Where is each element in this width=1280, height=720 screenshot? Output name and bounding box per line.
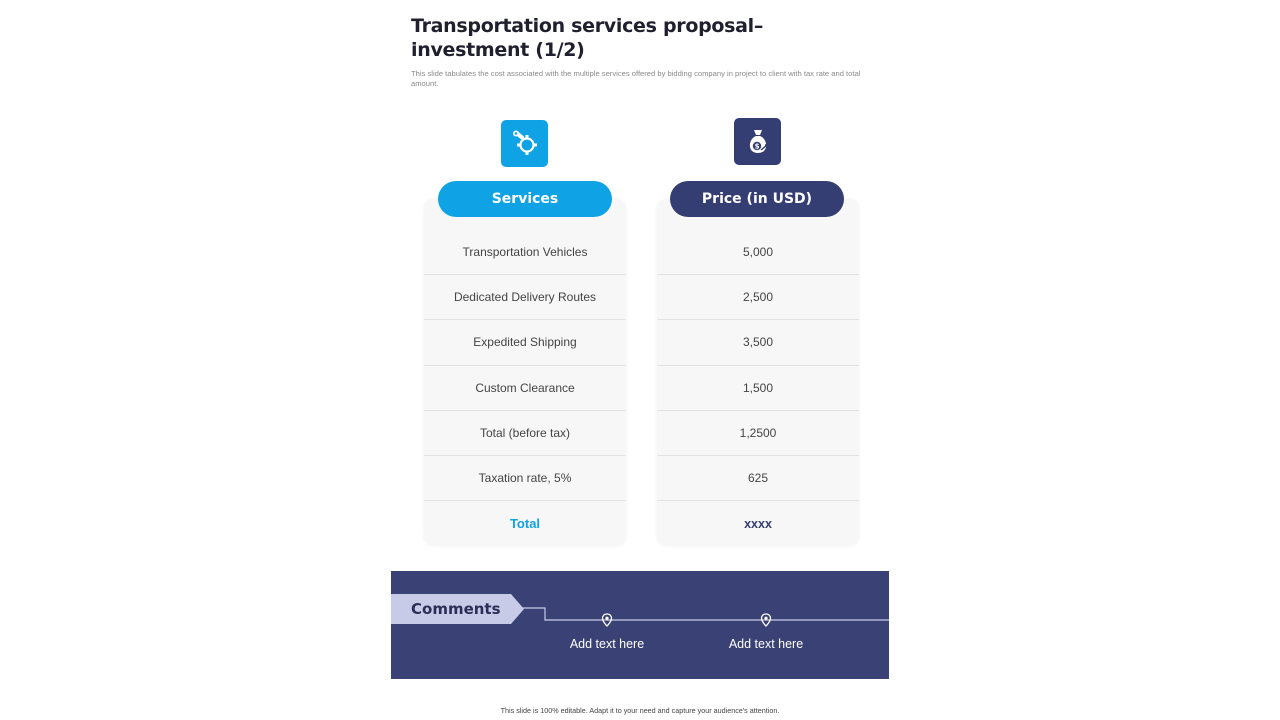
price-cell: 2,500 <box>657 275 859 320</box>
service-cell: Taxation rate, 5% <box>424 456 626 501</box>
page-subtitle: This slide tabulates the cost associated with the multiple services offered by bidding company in project to client with tax rate and total amount. <box>411 69 861 88</box>
price-list <box>657 230 859 546</box>
services-header-pill: Services <box>438 181 612 217</box>
page-title: Transportation services proposal– investment (1/2) <box>411 15 764 61</box>
service-cell: Expedited Shipping <box>424 320 626 365</box>
comments-label: Comments <box>411 600 501 618</box>
price-cell: 625 <box>657 456 859 501</box>
location-pin-icon <box>760 613 772 627</box>
wrench-gear-icon <box>501 120 548 167</box>
service-cell: Dedicated Delivery Routes <box>424 275 626 320</box>
svg-text:$: $ <box>754 142 759 151</box>
slide-page <box>390 0 890 720</box>
total-value: xxxx <box>744 516 772 531</box>
comments-band <box>391 571 889 679</box>
comment-text[interactable]: Add text here <box>728 637 804 651</box>
price-header-pill: Price (in USD) <box>670 181 844 217</box>
price-cell: 5,000 <box>657 230 859 275</box>
price-cell: 3,500 <box>657 320 859 365</box>
service-cell: Transportation Vehicles <box>424 230 626 275</box>
service-cell: Total (before tax) <box>424 411 626 456</box>
comments-timeline <box>511 606 889 626</box>
price-cell: 1,500 <box>657 366 859 411</box>
service-cell: Custom Clearance <box>424 366 626 411</box>
footer-note: This slide is 100% editable. Adapt it to your need and capture your audience's attention. <box>500 706 780 715</box>
comment-text[interactable]: Add text here <box>569 637 645 651</box>
comments-tag <box>391 594 524 624</box>
total-label: Total <box>509 516 541 532</box>
services-list <box>424 230 626 546</box>
money-bag-icon <box>734 118 781 165</box>
location-pin-icon <box>601 613 613 627</box>
price-cell: 1,2500 <box>657 411 859 456</box>
